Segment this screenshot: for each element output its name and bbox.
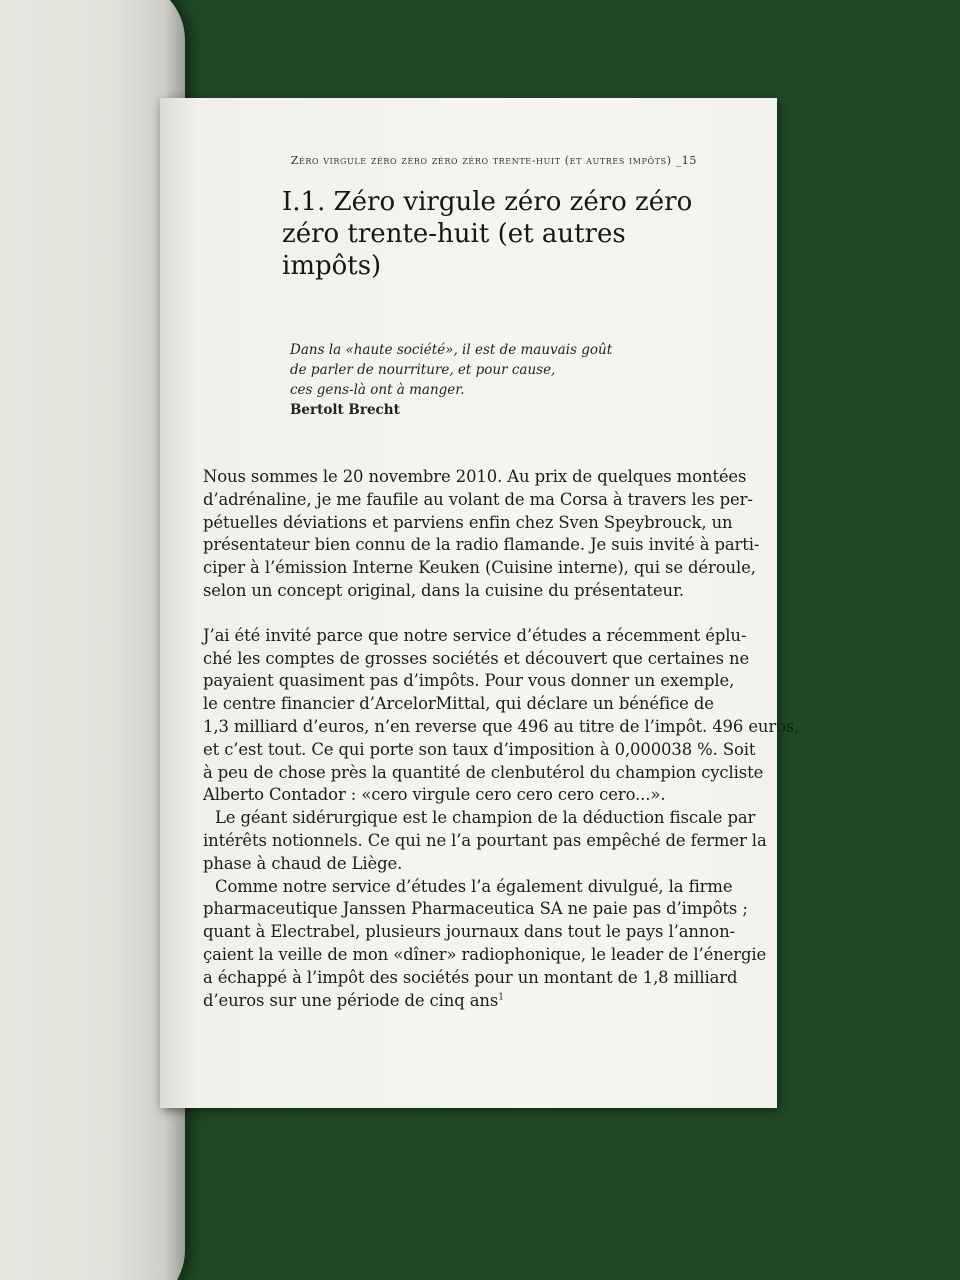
text-line: Le géant sidérurgique est le champion de la déduction fiscale par xyxy=(215,808,756,828)
text-line: présentateur bien connu de la radio flamande. Je suis invité à parti- xyxy=(203,535,760,555)
text-line: Comme notre service d’études l’a également divulgué, la firme xyxy=(215,876,733,896)
text-line: 1,3 milliard d’euros, n’en reverse que 496 au titre de l’impôt. 496 euros, xyxy=(203,716,800,736)
text-line: Alberto Contador : «cero virgule cero cero cero cero...». xyxy=(203,785,666,805)
text-line: pharmaceutique Janssen Pharmaceutica SA ne paie pas d’impôts ; xyxy=(203,899,748,919)
epigraph-line: Dans la «haute société», il est de mauvais goût xyxy=(290,342,613,358)
text-line: Nous sommes le 20 novembre 2010. Au prix de quelques montées xyxy=(203,467,747,486)
text-line xyxy=(203,990,703,1013)
book-page xyxy=(160,98,800,1108)
paragraph xyxy=(203,466,760,603)
running-head: Zéro virgule zéro zéro zéro zéro trente-huit (et autres impôts) _15 xyxy=(290,154,697,167)
epigraph-line: de parler de nourriture, et pour cause, xyxy=(290,362,556,378)
footnote-mark: 1 xyxy=(498,992,504,1003)
text-line: intérêts notionnels. Ce qui ne l’a pourtant pas empêché de fermer la xyxy=(203,830,767,850)
left-page xyxy=(0,0,185,1280)
epigraph xyxy=(290,340,690,420)
text-line: ché les comptes de grosses sociétés et découvert que certaines ne xyxy=(203,648,750,668)
paragraph xyxy=(203,625,800,807)
text-line: çaient la veille de mon «dîner» radiophonique, le leader de l’énergie xyxy=(203,944,767,964)
paragraph xyxy=(203,876,767,1013)
text-line: d’adrénaline, je me faufile au volant de ma Corsa à travers les per- xyxy=(203,489,753,509)
epigraph-author: Bertolt Brecht xyxy=(290,402,400,418)
text-line: payaient quasiment pas d’impôts. Pour vous donner un exemple, xyxy=(203,671,735,691)
chapter-title-line: zéro trente-huit (et autres impôts) xyxy=(282,219,626,281)
text-line: à peu de chose près la quantité de clenbutérol du champion cycliste xyxy=(203,762,764,782)
text-line-content: d’euros sur une période de cinq ans xyxy=(203,990,499,1010)
text-line: ciper à l’émission Interne Keuken (Cuisine interne), qui se déroule, xyxy=(203,558,756,578)
text-line: selon un concept original, dans la cuisine du présentateur. xyxy=(203,580,685,600)
chapter-title-line: I.1. Zéro virgule zéro zéro zéro xyxy=(282,187,693,217)
epigraph-line: ces gens-là ont à manger. xyxy=(290,382,465,398)
text-line: J’ai été invité parce que notre service d’études a récemment éplu- xyxy=(203,625,747,645)
chapter-title xyxy=(282,186,712,282)
text-line: le centre financier d’ArcelorMittal, qui déclare un bénéfice de xyxy=(203,694,714,714)
text-line: phase à chaud de Liège. xyxy=(203,853,403,873)
body-text xyxy=(203,466,800,1012)
paragraph xyxy=(203,807,767,875)
text-line: a échappé à l’impôt des sociétés pour un montant de 1,8 milliard xyxy=(203,967,738,987)
text-line: pétuelles déviations et parviens enfin chez Sven Speybrouck, un xyxy=(203,512,733,532)
text-line: quant à Electrabel, plusieurs journaux dans tout le pays l’annon- xyxy=(203,922,735,942)
text-line: et c’est tout. Ce qui porte son taux d’imposition à 0,000038 %. Soit xyxy=(203,739,756,759)
